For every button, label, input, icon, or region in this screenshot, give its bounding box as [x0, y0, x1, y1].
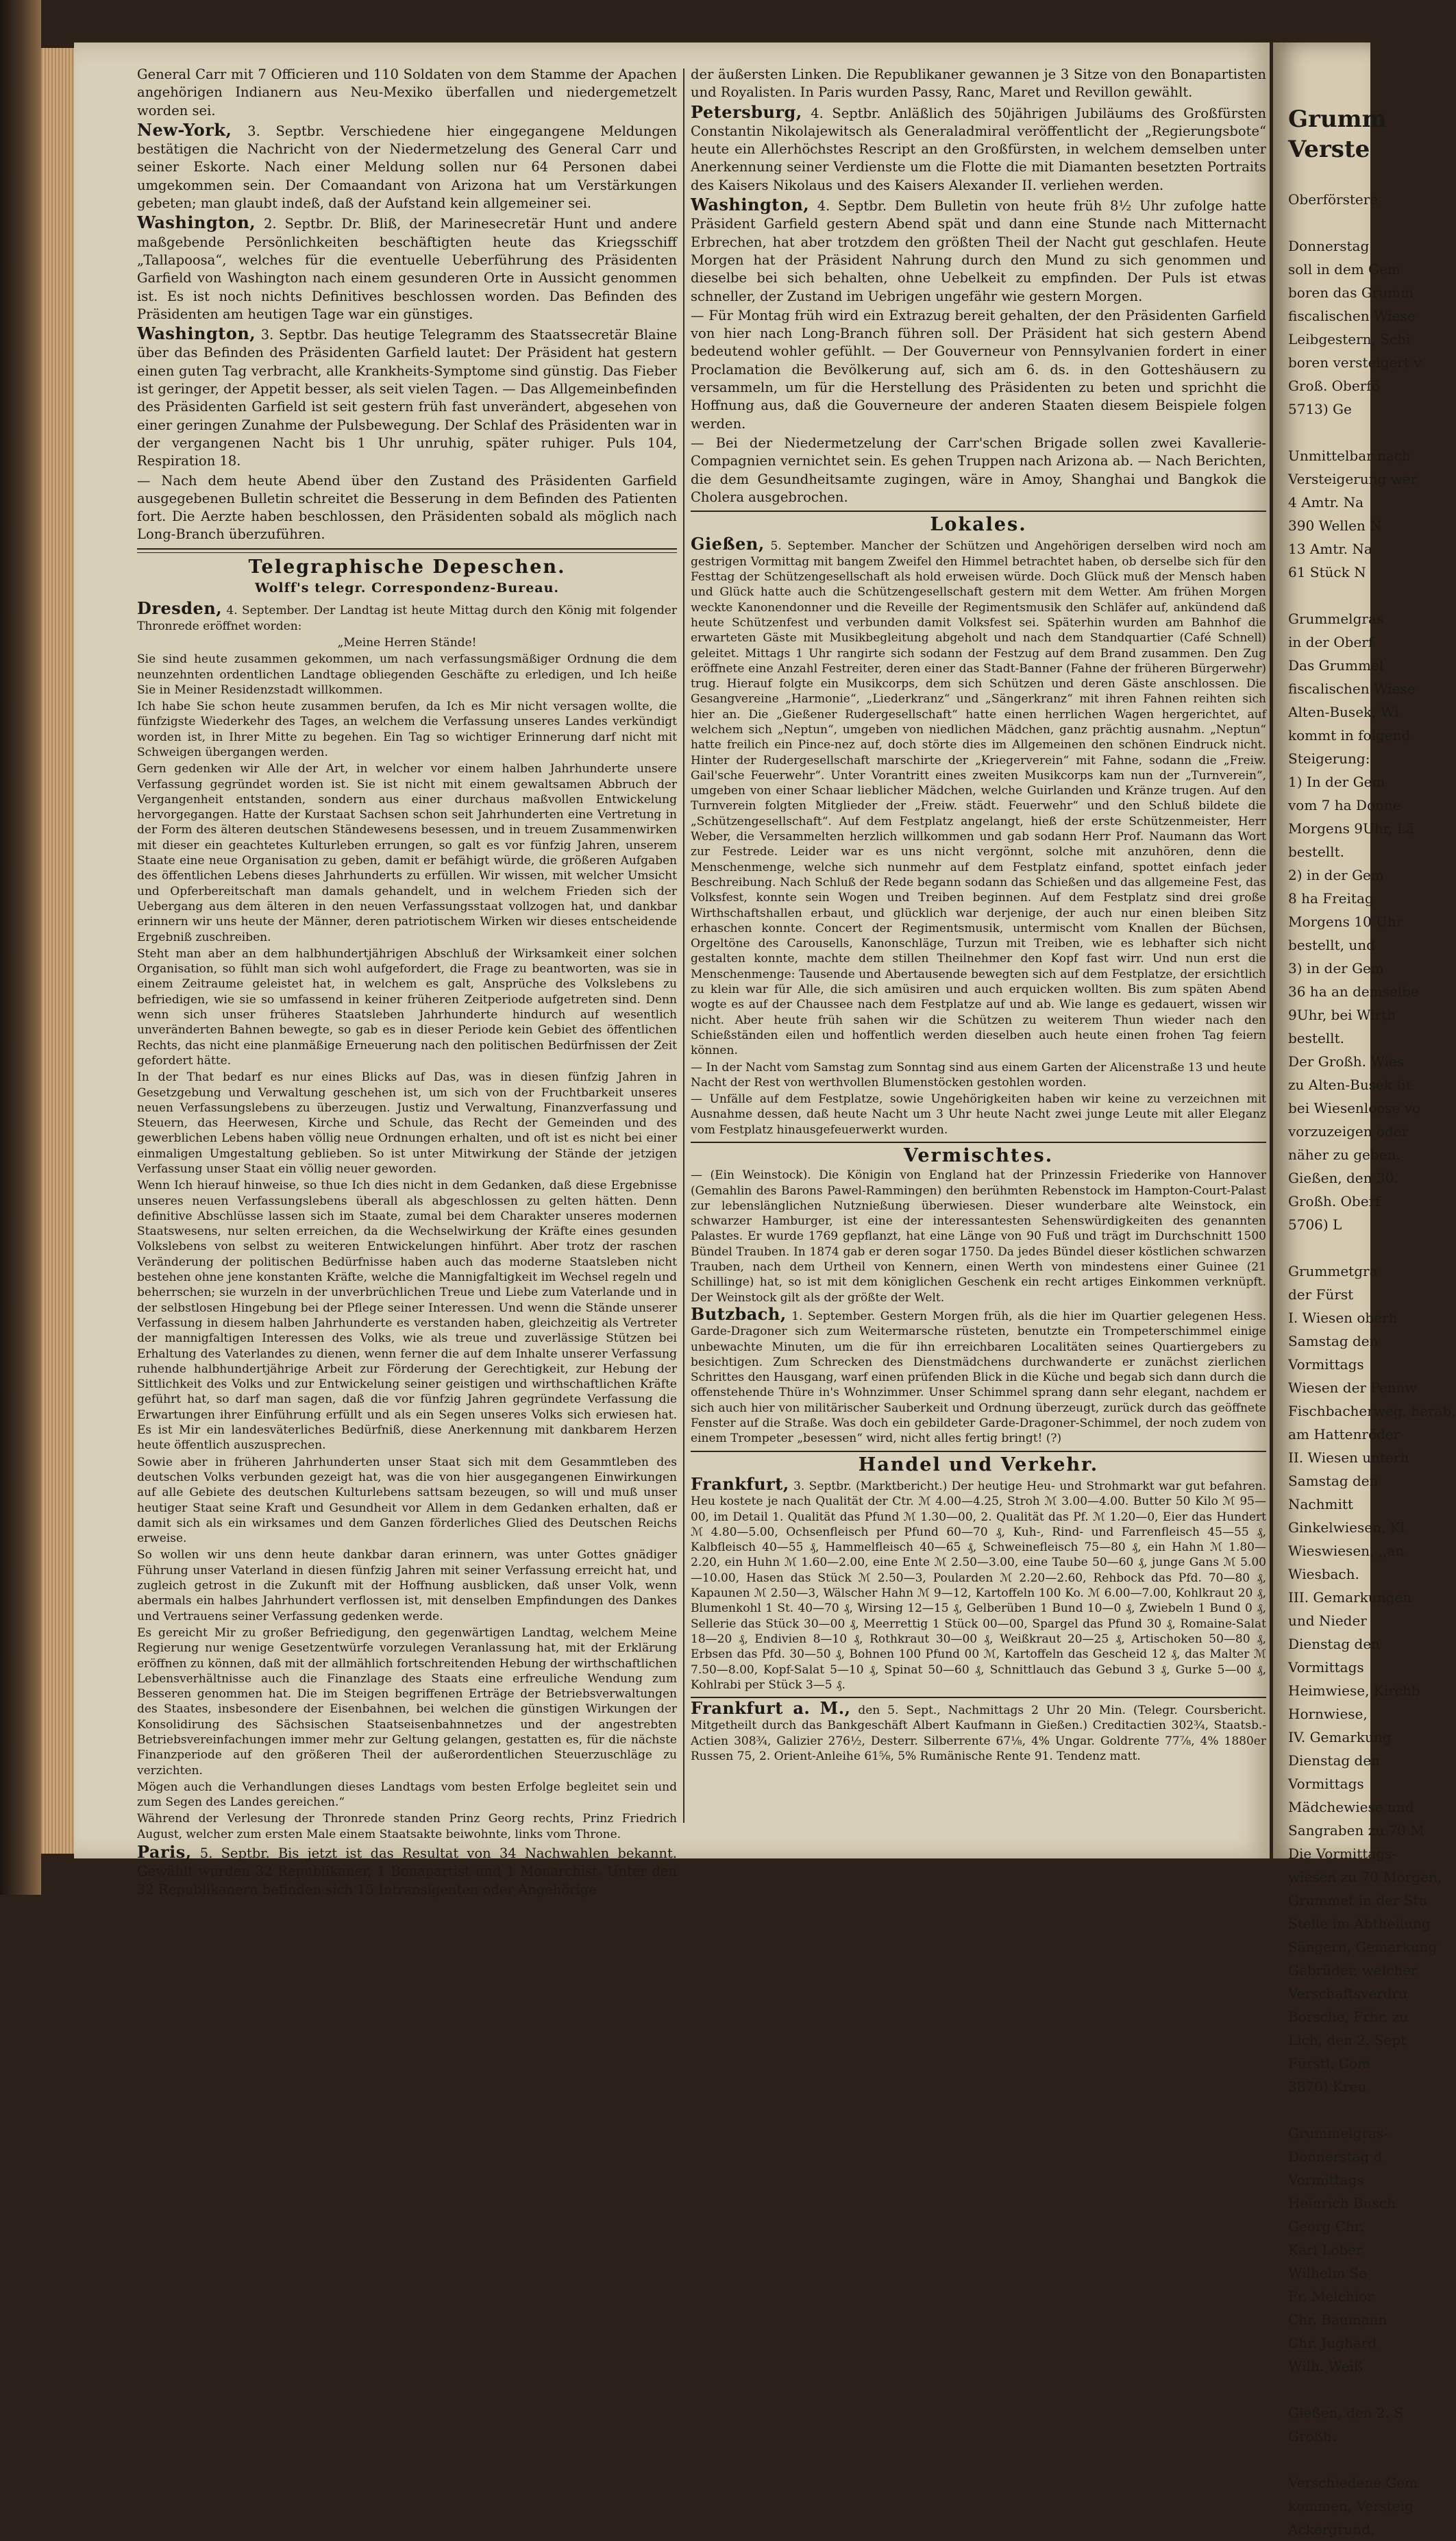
- adjacent-page-line: Vormittags: [1288, 2172, 1364, 2188]
- adjacent-page-line: Sängern, Gemarkung: [1288, 1939, 1438, 1955]
- news-text: 3. Septbr. Verschiedene hier eingegangene Meldungen bestätigen die Nachricht von der Niedermetzelung des General Carr und seiner Eskorte. Nach einer Meldung sollen nur 64 Personen dabei umgekommen sein. Der Comaandant von Arizona hat um Verstärkungen gebeten; man glaubt indeß, daß der Aufstand kein allgemeiner sei.: [137, 123, 677, 212]
- adjacent-page-line: Gießen, den 30.: [1288, 1170, 1398, 1186]
- adjacent-page-line: [1288, 584, 1370, 607]
- dateline: Frankfurt a. M.,: [691, 1698, 851, 1719]
- news-item: [137, 598, 677, 634]
- dateline: Paris,: [137, 1842, 192, 1863]
- dateline: Washington,: [137, 212, 256, 233]
- speech-paragraph: Steht man aber an dem halbhundertjährigen Abschluß der Wirksamkeit einer solchen Organisation, so fühlt man sich wohl aufgefordert, die Frage zu beantworten, was sie in einem Zeitraume geleistet hat, in welchem es galt, Ansprüche des Volkslebens zu befriedigen, wie sie so umfassend in keiner früheren Zeitperiode aufgetreten sind. Denn wenn sich unser früheres Staatsleben Jahrhunderte hindurch auf wesentlich unveränderten Bahnen bewegte, so gab es in dieser Periode kein Gebiet des öffentlichen Rechts, das nicht eine planmäßige Erneuerung nach den politischen Bedürfnissen der Zeit gefordert hätte.: [137, 946, 677, 1068]
- adjacent-page-line: Borsche, Frhr. zu: [1288, 2009, 1409, 2025]
- adjacent-page-line: 61 Stück N: [1288, 564, 1366, 580]
- news-text: 3. Septbr. (Marktbericht.) Der heutige Heu- und Strohmarkt war gut befahren. Heu kostete je nach Qualität der Ctr. ℳ 4.00—4.25, Stroh ℳ 3.00—4.00. Butter 50 Kilo ℳ 95—00, im Detail 1. Qualität das Pfund ℳ 1.30—00, 2. Qualität das Pf. ℳ 1.20—0, Eier das Hundert ℳ 4.80—5.00, Ochsenfleisch per Pfund 60—70 ₰, Kuh-, Rind- und Farrenfleisch 45—55 ₰, Kalbfleisch 40—55 ₰, Hammelfleisch 40—65 ₰, Schweinefleisch 75—80 ₰, ein Hahn ℳ 1.80—2.20, ein Huhn ℳ 1.60—2.00, eine Ente ℳ 2.50—3.00, eine Taube 50—60 ₰, junge Gans ℳ 5.00—10.00, Hasen das Stück ℳ 2.50—3, Poularden ℳ 2.20—2.60, Rehbock das Pfd. 70—80 ₰, Kapaunen ℳ 2.50—3, Wälscher Hahn ℳ 9—12, Kartoffeln 100 Ko. ℳ 6.00—7.00, Kohlkraut 20 ₰, Blumenkohl 1 St. 40—70 ₰, Wirsing 12—15 ₰, Gelberüben 1 Bund 10—0 ₰, Zwiebeln 1 Bund 0 ₰, Sellerie das Stück 30—00 ₰, Meerrettig 1 Stück 00—00, Spargel das Pfund 30 ₰, Romaine-Salat 18—20 ₰, Endivien 8—10 ₰, Rothkraut 30—00 ₰, Weißkraut 20—25 ₰, Artischoken 50—80 ₰, Erbsen das Pfd. 30—50 ₰, Bohnen 100 Pfund 00 ℳ, Kartoffeln das Gescheid 12 ₰, das Malter ℳ 7.50—8.00, Kopf-Salat 5—10 ₰, Spinat 50—60 ₰, Schnittlauch das Gebund 3 ₰, Gurke 5—00 ₰, Kohlrabi per Stück 3—5 ₰.: [691, 1479, 1267, 1692]
- adjacent-page-line: [1288, 211, 1370, 234]
- adjacent-page-line: bestellt.: [1288, 1030, 1344, 1046]
- adjacent-page-text: [1273, 42, 1456, 2541]
- adjacent-page-line: kommen, Versteig: [1288, 2498, 1414, 2514]
- speech-paragraph: Sie sind heute zusammen gekommen, um nach verfassungsmäßiger Ordnung die dem neunzehnten ordentlichen Landtage obliegenden Geschäfte zu erledigen, und Ich heiße Sie in Meiner Residenzstadt willkommen.: [137, 652, 677, 697]
- dateline: Frankfurt,: [691, 1473, 789, 1494]
- adjacent-page-line: Donnerstag d: [1288, 2148, 1383, 2165]
- section-heading: Vermischtes.: [903, 1145, 1054, 1166]
- section-rule: [137, 548, 677, 550]
- adjacent-page-line: boren versteigert v: [1288, 354, 1422, 371]
- adjacent-page-line: Grummetgra: [1288, 1263, 1378, 1279]
- section-heading: Handel und Verkehr.: [858, 1453, 1099, 1475]
- adjacent-page-line: 13 Amtr. Na: [1288, 541, 1372, 557]
- adjacent-page-line: Alten-Busek, Wi: [1288, 704, 1399, 720]
- news-text: 2. Septbr. Dr. Bliß, der Marinesecretär Hunt und andere maßgebende Persönlichkeiten beschäftigten heute das Kriegsschiff „Tallapoosa“, welches für die eventuelle Ueberführung des Präsidenten Garfield von Washington nach einem gesunderen Orte in Aussicht genommen ist. Es ist noch nichts Definitives beschlossen worden. Das Befinden des Präsidenten am heutigen Tage war ein günstiges.: [137, 216, 677, 322]
- news-text: 4. Septbr. Dem Bulletin von heute früh 8½ Uhr zufolge hatte Präsident Garfield gestern Abend spät und dann eine Stunde nach Mitternacht Erbrechen, hat aber trotzdem den größten Theil der Nacht gut geschlafen. Heute Morgen hat der Präsident Nahrung durch den Mund zu sich genommen und dieselbe bei sich behalten, ohne Uebelkeit zu empfinden. Der Puls ist etwas schneller, der Zustand im Uebrigen ungefähr wie gestern Morgen.: [691, 198, 1266, 304]
- section-rule: [691, 1451, 1266, 1452]
- news-item: [137, 214, 677, 323]
- adjacent-page-line: Grummet in der Stu: [1288, 1892, 1428, 1908]
- adjacent-page-line: 4 Amtr. Na: [1288, 494, 1364, 511]
- section-rule: [691, 1142, 1266, 1143]
- adjacent-page-line: näher zu geben.: [1288, 1146, 1401, 1163]
- news-item: [691, 1698, 1267, 1764]
- adjacent-page-line: Groß. Oberfö: [1288, 378, 1380, 394]
- adjacent-page-line: 390 Wellen N: [1288, 517, 1382, 534]
- adjacent-page-line: Samstag den: [1288, 1473, 1379, 1489]
- news-text: 4. Septbr. Anläßlich des 50jährigen Jubiläums des Großfürsten Constantin Nikolajewitsch als Generaladmiral veröffentlicht der „Regierungsbote“ heute ein Allerhöchstes Rescript an den Großfürsten, in welchem demselben unter Anerkennung seiner Verdienste um die Flotte die mit Diamanten besetzten Portraits des Kaisers Nikolaus und des Kaisers Alexander II. verliehen werden.: [691, 105, 1267, 193]
- dateline: Washington,: [137, 323, 256, 344]
- adjacent-page-line: Morgens 9Uhr, Lä: [1288, 820, 1414, 837]
- speech-salutation: „Meine Herren Stände!: [337, 635, 477, 650]
- adjacent-page-line: Chr. Jughard: [1288, 2335, 1377, 2351]
- adjacent-page-line: Wiesbach.: [1288, 1566, 1359, 1582]
- adjacent-page-line: Nachmitt: [1288, 1496, 1353, 1512]
- adjacent-page-line: Vormittags: [1288, 1356, 1364, 1373]
- paragraph: General Carr mit 7 Officieren und 110 Soldaten von dem Stamme der Apachen angehörigen Indianern aus Neu-Mexiko überfallen und niedergemetzelt worden sei.: [137, 66, 677, 119]
- adjacent-page-line: Wilhelm Se: [1288, 2265, 1367, 2281]
- speech-paragraph: Wenn Ich hierauf hinweise, so thue Ich dies nicht in dem Gedanken, daß diese Ergebnisse unseres neuen Verfassungslebens überall als abgeschlossen zu gelten hätten. Denn definitive Abschlüsse lassen sich im Staate, zumal bei dem Charakter unseres modernen Staatswesens, nur selten erreichen, da die Wechselwirkung der Kräfte eines gesunden Volkslebens von selbst zu weiteren Entwickelungen hinführt. Aber trotz der raschen Veränderung der politischen Bedürfnisse haben auch das moderne Staatsleben nicht bestehen ohne jene konstanten Kräfte, welche die Mannigfaltigkeit im Wechsel regeln und beherrschen; sie wurzeln in der unverbrüchlichen Treue und Liebe zum Vaterlande und in der selbstlosen Hingebung bei der Pflege seiner Interessen. Und wenn die Stände unserer Verfassung in diesem halben Jahrhunderte es verstanden haben, gleichzeitig als Vertreter der mannigfaltigen Interessen des Volks, wie als treue und zuverlässige Stützen bei Erhaltung des Vaterlandes zu dienen, wenn ferner die auf dem Inhalte unserer Verfassung ruhende halbhundertjährige Arbeit zur Förderung der Gerechtigkeit, zur Hebung der Sittlichkeit des Volks und zur Entwickelung seiner geistigen und wirthschaftlichen Kräfte geführt hat, so darf man sagen, daß die vor fünfzig Jahren gegründete Verfassung die Erwartungen ihrer Einführung erfüllt und als ein Segen unseres Volks sich erwiesen hat. Es ist Mir ein landesväterliches Bedürfniß, diese Anerkennung mit dankbarem Herzen heute öffentlich auszusprechen.: [137, 1179, 677, 1453]
- speech-paragraph: Während der Verlesung der Thronrede standen Prinz Georg rechts, Prinz Friedrich August, welcher zum ersten Male einem Staatsakte beiwohnte, links vom Throne.: [137, 1812, 677, 1841]
- adjacent-page-line: vom 7 ha Donne: [1288, 797, 1401, 813]
- adjacent-page-line: Verschaftsverdru: [1288, 1985, 1407, 2002]
- adjacent-page-line: [1288, 2098, 1370, 2122]
- adjacent-page-line: Das Grummel: [1288, 657, 1384, 674]
- section-heading: Telegraphische Depeschen.: [248, 556, 566, 578]
- adjacent-page-line: [1288, 2378, 1370, 2401]
- adjacent-page-line: Der Großh. Wies: [1288, 1053, 1405, 1070]
- paragraph: der äußersten Linken. Die Republikaner gewannen je 3 Sitze von den Bonapartisten und Royalisten. In Paris wurden Passy, Ranc, Maret und Revillon gewählt.: [691, 66, 1266, 101]
- adjacent-page-line: Gießen, den 2. S: [1288, 2405, 1404, 2421]
- adjacent-page-line: 5706) L: [1288, 1216, 1342, 1233]
- news-item: [137, 121, 677, 212]
- dateline: Washington,: [691, 195, 810, 215]
- adjacent-page-line: [1288, 2448, 1370, 2471]
- adjacent-page-line: fiscalischen Wiese: [1288, 680, 1416, 697]
- adjacent-page-line: in der Oberf: [1288, 634, 1374, 650]
- adjacent-page-line: IV. Gemarkung: [1288, 1729, 1392, 1745]
- news-text: den 5. Sept., Nachmittags 2 Uhr 20 Min. (Telegr. Coursbericht. Mitgetheilt durch das Bankgeschäft Albert Kaufmann in Gießen.) Creditactien 302¾, Staatsb.-Actien 308¾, Galizier 276½, Desterr. Silberrente 67⅛, 4% Ungar. Goldrente 77⅞, 4% 1880er Russen 75, 2. Orient-Anleihe 61⅝, 5% Rumänische Rente 91. Tendenz matt.: [691, 1704, 1267, 1763]
- adjacent-page-line: boren das Grumm: [1288, 284, 1414, 301]
- adjacent-page-line: Heimwiese, Kirchb: [1288, 1682, 1420, 1699]
- adjacent-page-line: III. Gemarkungen: [1288, 1589, 1412, 1606]
- adjacent-page-line: wiesen zu 70 Morgen,: [1288, 1869, 1442, 1885]
- adjacent-page-line: Verschiedene Gem: [1288, 2475, 1418, 2491]
- adjacent-page-line: 3870) Kreu: [1288, 2078, 1367, 2095]
- adjacent-page-line: Morgens 10 Uhr: [1288, 913, 1403, 930]
- adjacent-page-line: Grumm: [1288, 106, 1387, 133]
- dateline: Petersburg,: [691, 101, 802, 122]
- adjacent-page-line: 5713) Ge: [1288, 401, 1352, 417]
- adjacent-page-line: Großh. Oberf: [1288, 1193, 1381, 1210]
- news-item: [691, 1303, 1266, 1447]
- adjacent-page-line: Karl Lober: [1288, 2242, 1363, 2258]
- adjacent-page-line: Wilh. Weiß: [1288, 2358, 1364, 2374]
- adjacent-page-line: zu Alten-Busek fit: [1288, 1077, 1411, 1093]
- page-edges: [41, 48, 75, 1854]
- adjacent-page-line: Steigerung:: [1288, 750, 1370, 767]
- adjacent-page-line: 8 ha Freitag: [1288, 890, 1374, 907]
- paragraph: — Nach dem heute Abend über den Zustand des Präsidenten Garfield ausgegebenen Bulletin schreitet die Besserung in dem Befinden des Patienten fort. Die Aerzte haben beschlossen, den Präsidenten sobald als möglich nach Long-Branch überzuführen.: [137, 472, 677, 543]
- paragraph: — Für Montag früh wird ein Extrazug bereit gehalten, der den Präsidenten Garfield von hier nach Long-Branch führen soll. Der Präsident hat sich gestern Abend bedeutend wohler gefühlt. — Der Gouverneur von Pennsylvanien fordert in einer Proclamation die Bevölkerung auf, sich am 6. ds. in den Gotteshäusern zu versammeln, um für die Herstellung des Präsidenten zu beten und sprichht die Hoffnung aus, daß die Gouverneure der anderen Staaten diesem Beispiele folgen werden.: [691, 307, 1266, 432]
- section-heading: Lokales.: [930, 514, 1027, 536]
- dateline: Dresden,: [137, 598, 223, 619]
- paragraph: — In der Nacht vom Samstag zum Sonntag sind aus einem Garten der Alicenstraße 13 und heute Nacht der Rest von werthvollen Blumenstöcken gestohlen worden.: [691, 1060, 1266, 1090]
- adjacent-page-line: Heinrich Busch: [1288, 2195, 1396, 2211]
- paragraph: — (Ein Weinstock). Die Königin von England hat der Prinzessin Friederike von Hannover (Gemahlin des Barons Pawel-Rammingen) den berühmten Rebenstock im Hampton-Court-Palast zur lebenslänglichen Nutznießung überwiesen. Dieser wunderbare alte Weinstock, ein schwarzer Hamburger, ist eine der interessantesten Sehenswürdigkeiten des genannten Palastes. Er wurde 1769 gepflanzt, hat eine Länge von 90 Fuß und trägt im Durchschnitt 1500 Bündel Trauben. In 1874 gab er deren sogar 1750. Da jedes Bündel dieser köstlichen schwarzen Trauben, nach dem Urtheil von Kennern, einen Werth von mindestens einer Guinee (21 Schillinge) hat, so ist mit dem königlichen Geschenk ein recht artiges Einkommen verknüpft. Der Weinstock gilt als der größte der Welt.: [691, 1168, 1266, 1305]
- paragraph: — Unfälle auf dem Festplatze, sowie Ungehörigkeiten haben wir keine zu verzeichnen mit Ausnahme dessen, daß heute Nacht um 3 Uhr heute Nacht zwei junge Leute mit aller Eleganz vom Festplatz hinausgefeuerwerkt wurden.: [691, 1092, 1266, 1137]
- speech-paragraph: So wollen wir uns denn heute dankbar daran erinnern, was unter Gottes gnädiger Führung unser Vaterland in diesen fünfzig Jahren mit seiner Verfassung erreicht hat, und zugleich getrost in die Zukunft mit der Hoffnung ausblicken, daß unser Volk, wenn abermals ein halbes Jahrhundert verflossen ist, mit denselben Empfindungen des Dankes und Vertrauens seiner Verfassung gedenken werde.: [137, 1548, 677, 1623]
- news-text: 1. September. Gestern Morgen früh, als die hier im Quartier gelegenen Hess. Garde-Dragoner sich zum Weitermarsche rüsteten, benutzte ein Trompeterschimmel einige unbewachte Minuten, um die für ihn erreichbaren Localitäten seines Quartiergebers zu besichtigen. Zum Schrecken des Dienstmädchens durchwanderte er zunächst zierlichen Schrittes den Hausgang, warf einen prüfenden Blick in die Küche und begab sich dann durch die offenstehende Thüre in's Wohnzimmer. Unser Schimmel sprang dann sehr elegant, nachdem er sich auch hier von militärischer Sauberkeit und Ordnung überzeugt, zurück durch das geöffnete Fenster auf die Straße. Was doch ein gebildeter Garde-Dragoner-Schimmel, der noch zudem von einem Trompeter „besessen“ wird, nicht alles fertig bringt! (?): [691, 1309, 1266, 1446]
- adjacent-page-line: kommt in folgend: [1288, 727, 1411, 744]
- adjacent-page-line: Die Vormittags-: [1288, 1845, 1397, 1862]
- section-subheading: Wolff's telegr. Correspondenz-Bureau.: [254, 580, 560, 596]
- adjacent-page-line: Georg Chr.: [1288, 2218, 1364, 2235]
- adjacent-page-line: 1) In der Gem: [1288, 774, 1385, 790]
- dateline: Gießen,: [691, 534, 765, 554]
- adjacent-page-line: am Hattenröder: [1288, 1426, 1401, 1443]
- speech-paragraph: Ich habe Sie schon heute zusammen berufen, da Ich es Mir nicht versagen wollte, die fünfzigste Wiederkehr des Tages, an welchem die Verfassung unseres Landes verkündigt worden ist, in Ihrer Mitte zu begehen. Ein Tag so wichtiger Erinnerung darf nicht mit Schweigen übergangen werden.: [137, 700, 677, 759]
- adjacent-page-line: bei Wiesenloose vo: [1288, 1100, 1421, 1116]
- adjacent-page-line: Großh.: [1288, 2428, 1337, 2444]
- news-text: 3. Septbr. Das heutige Telegramm des Staatssecretär Blaine über das Befinden des Präsidenten Garfield lautet: Der Präsident hat gestern einen guten Tag verbracht, alle Krankheits-Symptome sind günstig. Das Fieber ist geringer, der Appetit besser, als seit vielen Tagen. — Das Allgemeinbefinden des Präsidenten Garfield ist seit gestern früh fast unverändert, abgesehen von einer geringen Zunahme der Pulsbewegung. Der Schlaf des Präsidenten war in der vergangenen Nacht bis 1 Uhr unruhig, später ruhiger. Puls 104, Respiration 18.: [137, 327, 677, 469]
- adjacent-page-line: Leibgestern, Schi: [1288, 331, 1411, 347]
- adjacent-page-line: vorzuzeigen oder: [1288, 1123, 1409, 1140]
- adjacent-page-line: I. Wiesen oberh: [1288, 1310, 1398, 1326]
- news-text: 4. September. Der Landtag ist heute Mittag durch den König mit folgender Thronrede eröffnet worden:: [137, 604, 677, 633]
- speech-paragraph: Gern gedenken wir Alle der Art, in welcher vor einem halben Jahrhunderte unsere Verfassung gegründet worden ist. Sie ist nicht mit einem gewaltsamen Abbruch der Vergangenheit entstanden, sondern aus einer durchaus maßvollen Entwickelung hervorgegangen. Hatte der Kurstaat Sachsen schon seit Jahrhunderten eine Vertretung in der Form des älteren deutschen Ständewesens besessen, und in treuem Zusammenwirken mit dieser ein geachtetes Kulturleben errungen, so galt es vor fünfzig Jahren, unserem Staate eine neue Organisation zu geben, damit er befähigt würde, die größeren Aufgaben des öffentlichen Lebens dieses Jahrhunderts zu erfüllen. Wir wissen, mit welcher Umsicht und Opferbereitschaft man damals gehandelt, und in welchem Frieden sich der Uebergang aus dem älteren in den neuen Verfassungsstaat vollzogen hat, und dankbar erinnern wir uns heute der Männer, deren patriotischem Wirken wir dieses entscheidende Ergebniß zuschreiben.: [137, 762, 677, 944]
- left-column: [137, 66, 677, 1898]
- right-column: [691, 66, 1266, 1841]
- adjacent-page-line: Wieswiesen, ,,an: [1288, 1543, 1405, 1559]
- news-item: [691, 534, 1267, 1058]
- news-item: [137, 325, 677, 470]
- adjacent-page-line: Vormittags: [1288, 1659, 1364, 1675]
- adjacent-page-line: Stelle im Abtheilung: [1288, 1915, 1431, 1932]
- adjacent-page-line: Dienstag den: [1288, 1752, 1381, 1769]
- adjacent-page-line: Grummelgras: [1288, 611, 1384, 627]
- adjacent-page-line: Fürstl. Com: [1288, 2055, 1371, 2072]
- speech-paragraph: In der That bedarf es nur eines Blicks auf Das, was in diesen fünfzig Jahren in Gesetzgebung und Verwaltung geschehen ist, um sich von der Fruchtbarkeit unseres neuen Verfassungslebens zu überzeugen. Justiz und Verwaltung, Finanzverfassung und Steuern, das Heerwesen, Kirche und Schule, das Recht der Gemeinden und des gewerblichen Lebens haben völlig neue Ordnungen erhalten, und oft ist es nicht bei einer einmaligen Umgestaltung geblieben. So ist unter Mitwirkung der Stände der jetzigen Verfassung unser Staat ein völlig neuer geworden.: [137, 1070, 677, 1176]
- adjacent-page-line: Fr. Melchior: [1288, 2288, 1374, 2305]
- adjacent-page-line: fiscalischen Wiese: [1288, 308, 1416, 324]
- column-divider: [683, 69, 684, 1823]
- book-spine: [0, 0, 41, 1895]
- adjacent-page-line: soll in dem Gem: [1288, 261, 1401, 278]
- adjacent-page-line: [1288, 1236, 1370, 1260]
- adjacent-page-line: Vormittags: [1288, 1776, 1364, 1792]
- news-item: [691, 196, 1266, 306]
- dateline: Butzbach,: [691, 1303, 787, 1324]
- speech-paragraph: Sowie aber in früheren Jahrhunderten unser Staat sich mit dem Gesammtleben des deutschen Volks verbunden gezeigt hat, was die von hier ausgegangenen Einwirkungen auf alle Gebiete des deutschen Kulturlebens sattsam bezeugen, so will und muß unser heutiger Staat seine Kraft und Gesundheit vor Allem in dem Gedanken erhalten, daß er damit sich als ein wirksames und dem Ganzen förderliches Glied des Deutschen Reichs erweise.: [137, 1455, 677, 1546]
- adjacent-page-line: [1288, 421, 1370, 444]
- adjacent-page-line: 9Uhr, bei Wirth: [1288, 1007, 1396, 1023]
- adjacent-page-line: Samstag den: [1288, 1333, 1379, 1349]
- adjacent-page-line: bestellt, und: [1288, 937, 1375, 953]
- speech-paragraph: Mögen auch die Verhandlungen dieses Landtags vom besten Erfolge begleitet sein und zum Segen des Landes gereichen.“: [137, 1780, 677, 1810]
- section-rule: [691, 511, 1266, 512]
- adjacent-page-line: Lich, den 2. Sept: [1288, 2032, 1407, 2048]
- adjacent-page-line: Wiesen der Pennw: [1288, 1379, 1417, 1396]
- adjacent-page-line: [1288, 164, 1370, 188]
- adjacent-page: [1273, 42, 1456, 2538]
- adjacent-page-line: Donnerstag: [1288, 238, 1370, 254]
- adjacent-page-line: 2) in der Gem: [1288, 867, 1384, 883]
- adjacent-page-line: Grummelgras-: [1288, 2125, 1388, 2141]
- adjacent-page-line: Ginkelwiesen, Kl: [1288, 1519, 1405, 1536]
- adjacent-page-line: Versteigerung wer: [1288, 471, 1418, 487]
- paragraph: — Bei der Niedermetzelung der Carr'schen Brigade sollen zwei Kavallerie-Compagnien vernichtet sein. Es gehen Truppen nach Arizona ab. — Nach Berichten, die dem Gesundheitsamte zugingen, wäre in Amoy, Shanghai und Bangkok die Cholera ausgebrochen.: [691, 434, 1266, 505]
- adjacent-page-line: Dienstag den: [1288, 1636, 1381, 1652]
- news-text: 5. Septbr. Bis jetzt ist das Resultat von 34 Nachwahlen bekannt. Gewählt wurden 32 Republikaner, 1 Bonapartist und 1 Monarchist. Unter den 32 Republikanern befinden sich 15 Intransigenten oder Angehörige: [137, 1845, 677, 1898]
- adjacent-page-line: Verste: [1288, 136, 1370, 163]
- adjacent-page-line: Hornwiese,: [1288, 1706, 1368, 1722]
- dateline: New-York,: [137, 119, 232, 140]
- adjacent-page-line: der Fürst: [1288, 1286, 1354, 1303]
- adjacent-page-line: Mädchewiese und: [1288, 1799, 1414, 1815]
- adjacent-page-line: und Nieder: [1288, 1612, 1367, 1629]
- adjacent-page-line: II. Wiesen unterh: [1288, 1449, 1409, 1466]
- section-rule: [137, 552, 677, 553]
- adjacent-page-line: Ackergrund,: [1288, 2521, 1375, 2538]
- adjacent-page-line: 3) in der Gem: [1288, 960, 1384, 977]
- adjacent-page-line: Fischbacherweg, herab,: [1288, 1403, 1456, 1419]
- adjacent-page-line: Chr. Baumann: [1288, 2311, 1387, 2328]
- news-text: 5. September. Mancher der Schützen und Angehörigen derselben wird noch am gestrigen Vormittag mit bangem Zweifel den Himmel betrachtet haben, ob derselbe sich für den Festtag der Schützengesellschaft als hold erweisen würde. Doch Glück muß der Mensch haben und Glück hatte auch die Schützengesellschaft gestern mit dem Wetter. Am frühen Morgen weckte Kanonendonner und die Reveille der Regimentsmusik den Schläfer auf, ankündend daß heute Schützenfest und verbunden damit Volksfest sei. Späterhin wurden am Bahnhof die erwarteten Gäste mit Musikbegleitung abgeholt und nach dem Standquartier (Café Schnell) geleitet. Mittags 1 Uhr rangirte sich sodann der Festzug auf dem Brand zusammen. Den Zug eröffnete eine Anzahl Festreiter, deren einer das Stadt-Banner (Fahne der früheren Bürgerwehr) trug. Hierauf folgte ein Musikcorps, dem sich Schützen und deren Gäste anschlossen. Die Gesangvereine „Harmonie“, „Liederkranz“ und „Sängerkranz“ mit ihren Fahnen reihten sich hier an. Die „Gießener Rudergesellschaft“ hatte einen herrlichen Wagen hergerichtet, auf welchem sich „Neptun“, umgeben von niedlichen Mädchen, ganz prächtig ausnahm. „Neptun“ hatte freilich ein Pince-nez auf, doch störte dies im Allgemeinen den schönen Eindruck nicht. Hinter der Rudergesellschaft marschirte der „Kriegerverein“ mit Fahne, sodann die „Freiw. Gail'sche Feuerwehr“. Unter Vorantritt eines zweiten Musikcorps kam nun der „Turnverein“, umgeben von einer Schaar lieblicher Mädchen, welche Guirlanden und Kränze trugen. Auf den Turnverein folgten Mitglieder der „Freiw. städt. Feuerwehr“ und den Schluß bildete die „Schützengesellschaft“. Auf dem Festplatz angelangt, hieß der erste Schützenmeister, Herr Weber, die Versammelten herzlich willkommen und gab sodann Herr Prof. Naumann das Wort zur Festrede. Leider war es uns nicht vergönnt, solche mit anzuhören, denn die Menschenmenge, welche sich nunmehr auf dem Festplatz einfand, spottet einfach jeder Beschreibung. Nach Schluß der Rede begann sodann das Schießen und das allgemeine Fest, das Volksfest, konnte sein Wogen und Treiben beginnen. Auf dem Festplatz sind drei große Wirthschaftshallen erbaut, und glücklich war derjenige, der auch nur einen bleiben Sitz erhaschen konnte. Concert der Regimentsmusik, untermischt vom Knallen der Büchsen, Orgeltöne des Carousells, Kanonschläge, Turzun mit Treiben, wie es lebhafter sich nicht gestalten konnte, machte dem stillen Theilnehmer den Kopf fast wirr. Und nun erst die Menschenmenge: Tausende und Abertausende bewegten sich auf dem Festplatze, der ersichtlich zu klein war für Alle, die sich amüsiren und auch erquicken wollten. Bis zum späten Abend wogte es auf der Chaussee nach dem Festplatze auf und ab. Wie lange es gedauert, wissen wir nicht. Aber heute früh sahen wir die Schützen zu weiterem Thun wieder nach den Schießständen eilen und hoffentlich werden dieselben auch heute einen frohen Tag feiern können.: [691, 539, 1267, 1058]
- news-item: [691, 103, 1266, 195]
- news-item: [137, 1843, 677, 1899]
- adjacent-page-line: bestellt.: [1288, 844, 1344, 860]
- speech-paragraph: Es gereicht Mir zu großer Befriedigung, den gegenwärtigen Landtag, welchem Meine Regierung nur wenige Gesetzentwürfe vorzulegen Veranlassung hat, mit der Erklärung eröffnen zu können, daß mit der allmählich fortschreitenden Hebung der wirthschaftlichen Lebensverhältnisse auch die Finanzlage des Staats eine erfreuliche Wendung zum Besseren genommen hat. Die im Steigen begriffenen Erträge der Betriebsverwaltungen des Staates, insbesondere der Eisenbahnen, bei welchen die günstigen Wirkungen der Konsolidirung des Sächsischen Staatseisenbahnnetzes und der angestrebten Betriebsvereinfachungen immer mehr zur Geltung gelangen, gestatten es, für die nächste Finanzperiode auf den größeren Theil der außerordentlichen Steuerzuschläge zu verzichten.: [137, 1625, 677, 1778]
- adjacent-page-line: Gebrüder, welcher: [1288, 1962, 1418, 1978]
- adjacent-page-line: 36 ha an demselbe: [1288, 983, 1419, 1000]
- adjacent-page-line: Sangraben zu 70 M: [1288, 1822, 1424, 1839]
- news-item: [691, 1473, 1267, 1693]
- adjacent-page-line: Oberförstere: [1288, 191, 1379, 208]
- adjacent-page-line: Unmittelbar nach: [1288, 447, 1411, 464]
